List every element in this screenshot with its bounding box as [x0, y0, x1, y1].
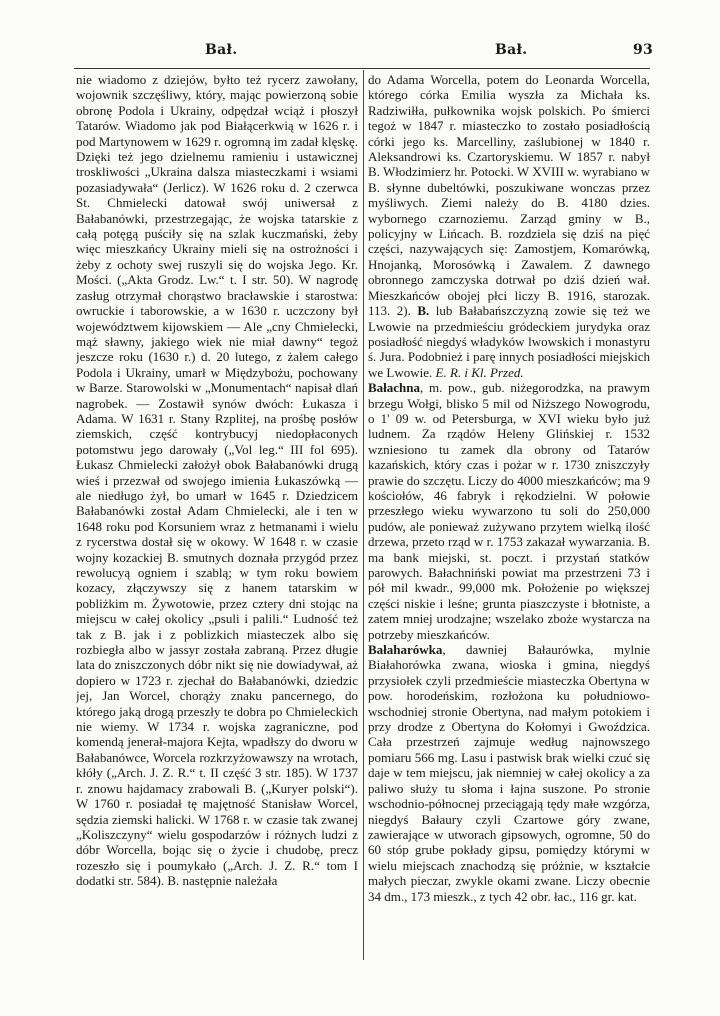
entry-head-balaharowka: Bałaharówka: [368, 642, 443, 658]
right-paragraph-1-text: do Adama Worcella, potem do Leonarda Worcella, którego córka Emilia wyszła za Michała ks. Radziwiłła, pułkownika wojsk polskich. Po śmierci tegoż w 1847 r. miasteczko to zostało posiadłością córki jego ks. Marcelliny, zaślubionej w 1840 r. Aleksandrowi ks. Czartoryskiemu. W 1857 r. nabył B. Włodzimierz hr. Potocki. W XVIII w. wyrabiano w B. słynne dubeltówki, poszukiwane wonczas przez myśliwych. Ziemi należy do B. 4180 dzies. wybornego czarnoziemu. Zarząd gminy w B., policyjny w Lińcach. B. rozdziela się dziś na pięć części, nazywających się: Zamostjem, Komarówką, Hnojanką, Morosówką i Zawalem. Z dawnego obronnego zamczyska dotrwał po dziś dzień wał. Mieszkańców obojej płci liczy B. 1916, starozak. 113. 2).: [368, 72, 650, 319]
entry-head-balachna: Bałachna: [368, 380, 421, 396]
entry-signature: E. R. i Kl. Przed.: [435, 364, 524, 380]
left-column-paragraph: nie wiadomo z dziejów, byłto też rycerz zawołany, wojownik szczęśliwy, który, mając powierzoną sobie obronę Podola i Ukrainy, odpędzał wciąż i płoszył Tatarów. Wiadomo jak pod Białącerkwią w 1626 r. i pod Martynowem w 1629 r. ogromną im zadał klęskę. Dzięki też jego dzielnemu ramieniu i ustawicznej troskliwości „Ukraina dalsza miasteczkami i wsiami pozasiadywała“ (Jerlicz). W 1626 roku d. 2 czerwca St. Chmielecki datował swój uniwersał z Bałabanówki, przestrzegając, że wojska tatarskie z całą potęgą puściły się na szlak kuczmański, żeby więc mieszkańcy Ukrainy mieli się na ostrożności i żeby z ochoty swej ruszyli się do wojska Jego. Kr. Mości. („Akta Grodz. Lw.“ t. I str. 50). W nagrodę zasług otrzymał chorąstwo bracławskie i starostwa: owruckie i taborowskie, a w 1630 r. uczczony był województwem kijowskiem — Ale „cny Chmielecki, mąż sławny, jakiego wiek nie miał dawny“ tegoż jeszcze roku (1630 r.) d. 20 lutego, z żalem całego Podola i Ukrainy, umarł w Międzybożu, pochowany w Barze. Starowolski w „Monumentach“ napisał dlań nagrobek. — Zostawił synów dwóch: Łukasza i Adama. W 1631 r. Stany Rzplitej, na prośbę posłów ziemskich, część kontrybucyj niedopłaconych potomstwu jego darowały („Vol leg.“ III fol 695). Łukasz Chmielecki założył obok Bałabanówki drugą wieś i przezwał od swojego imienia Łukaszówką — ale niedługo żył, bo umarł w 1645 r. Dziedzicem Bałabanówki został Adam Chmielecki, ale i ten w 1648 roku pod Korsuniem wraz z hetmanami i wielu z rycerstwa dostał się w okowy. W 1648 r. w czasie wojny kozackiej B. smutnych doznała przygód przez rewolucyą ogniem i szablą; w tym roku bowiem kozacy, złączywszy się z hanem tatarskim w pobliżkim m. Żywotowie, przez cztery dni stojąc na miejscu w całej okolicy „psuli i palili.“ Ludność też tak z B. jak i z poblizkich miasteczek albo się rozbiegła albo w jassyr została zabraną. Przez długie lata do zniszczonych dóbr nikt się nie dowiadywał, aż dopiero w 1723 r. zjechał do Bałabanówki, dziedzic jej, Jan Worcel, chorąży znaku pancernego, do którego jaką drogą przeszły te dobra po Chmieleckich nie wiemy. W 1734 r. wojska zagraniczne, pod komendą jenerał-majora Kejta, wpadłszy do dworu w Bałabanówce, Worcela rozkrzyżowawszy na wrotach, kłóły („Arch. J. Z. R.“ t. II część 3 str. 185). W 1737 r. znowu hajdamacy zrabowali B. („Kuryer polski“). W 1760 r. posiadał tę majętność Stanisław Worcel, sędzia ziemski halicki. W 1768 r. w czasie tak zwanej „Koliszczyny“ wielu gospodarzów i różnych ludzi z dóbr Worcella, bojąc się o życie i chudobę, precz rozeszło się i poumykało („Arch. J. Z. R.“ tom I dodatki str. 584). B. następnie należała: [76, 72, 358, 889]
entry-balachna-text: , m. pow., gub. niżegorodzka, na prawym brzegu Wołgi, blisko 5 mil od Niższego Nowogrodu, o 1' 09 w. od Petersburga, w XVI wieku było już ludnem. Za rządów Heleny Glińskiej r. 1532 wzniesiono tu zamek dla obrony od Tatarów kazańskich, który czas i pożar w r. 1730 zniszczyły prawie do szczętu. Liczy do 4000 mieszkańców; ma 9 kościołów, 46 fabryk i rękodzielni. W połowie przeszłego wieku wywarzono tu soli do 250,000 pudów, ale ponieważ zużywano przytem wielką ilość drzewa, przeto rząd w r. 1753 zakazał wywarzania. B. ma bank miejski, st. poczt. i przystań statków parowych. Bałachniński powiat ma przestrzeni 73 i pół mil kwadr., 99,000 mk. Położenie po większej części niskie i leśne; grunta piaszczyste i błotniste, a zatem mniej urodzajne; wszelako zboże wystarcza na potrzeby mieszkańców.: [368, 380, 650, 642]
header-rule: [74, 68, 650, 69]
right-paragraph-2-text: lub Bałabańszczyzną zowie się też we Lwowie na przedmieściu gródeckiem jurydyka oraz posiadłość niegdyś władyków lwowskich i monastyru ś. Jura. Podobnież i parę innych posiadłości miejskich we Lwowie.: [368, 303, 650, 380]
right-column: [368, 72, 650, 962]
column-divider: [363, 70, 364, 960]
center-running-head: Bał.: [495, 42, 528, 58]
entry-balaharowka: [368, 642, 650, 904]
page-number: 93: [633, 42, 654, 58]
entry-balaharowka-text: , dawniej Bałaurówka, mylnie Białahorówka zwana, wioska i gmina, niegdyś przysiołek czyli przedmieście miasteczka Obertyna w pow. horodeńskim, rozłożona ku południowo-wschodniej stronie Obertyna, nad małym potokiem i przy drodze z Obertyna do Kołomyi i Gwoździca. Cała przestrzeń zajmuje według najnowszego pomiaru 566 mg. Lasu i pastwisk brak wielki czuć się daje w tem miejscu, jak niemniej w całej okolicy a za paliwo służy tu słoma i łajna suszone. Po stronie wschodnio-północnej przeciągają tędy małe wzgórza, niegdyś Bałaury czyli Czartowe góry zwane, zawierające w utworach gipsowych, ogromne, 50 do 60 stóp grube pokłady gipsu, pomiędzy którymi w wielu miejscach znachodzą się próżnie, w kształcie małych pieczar, zwykle okami zwane. Liczy obecnie 34 dm., 173 mieszk., z tych 42 obr. łac., 116 gr. kat.: [368, 642, 650, 904]
left-running-head: Bał.: [205, 42, 238, 58]
entry-head-b: B.: [417, 303, 430, 319]
left-column: [76, 72, 358, 962]
right-paragraph-1: [368, 72, 650, 380]
entry-balachna: [368, 380, 650, 642]
